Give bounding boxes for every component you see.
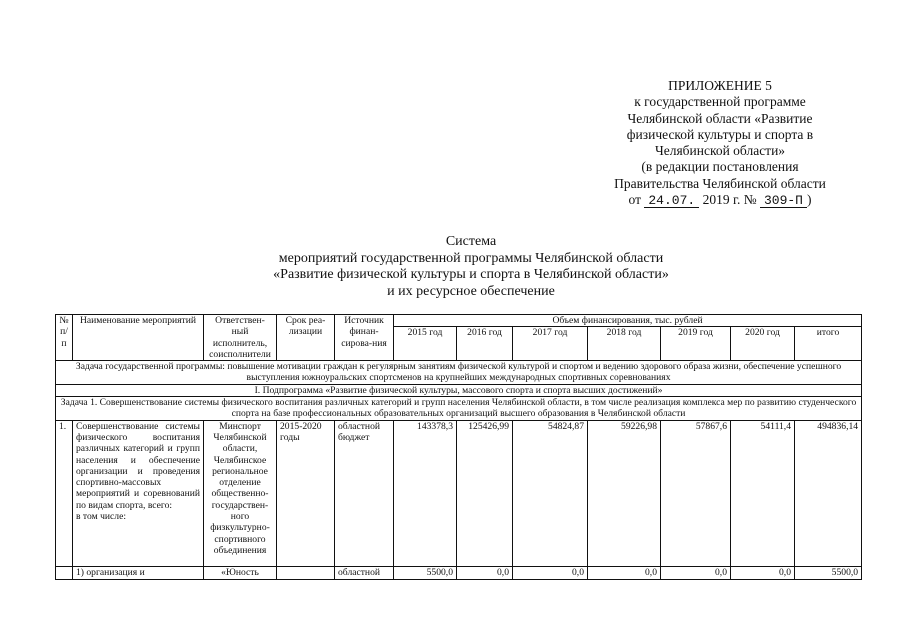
- appendix-title: ПРИЛОЖЕНИЕ 5: [668, 78, 772, 93]
- subprogram-row: [56, 384, 862, 396]
- row-value-total: 5500,0: [795, 566, 862, 579]
- row-value-2015: 5500,0: [394, 566, 457, 579]
- heading-line: мероприятий государственной программы Челябинской области: [278, 250, 664, 266]
- header-num: № п/п: [56, 315, 73, 361]
- task-goal-row: [56, 361, 862, 385]
- row-value-2015: 143378,3: [394, 420, 457, 566]
- appendix-line: физической культуры и спорта в: [626, 126, 814, 142]
- appendix-line: Челябинской области»: [654, 143, 786, 159]
- appendix-line: к государственной программе: [634, 94, 806, 110]
- header-year: 2019 год: [661, 327, 731, 361]
- row-term: [277, 566, 335, 579]
- row-value-2018: 0,0: [588, 566, 661, 579]
- date-prefix: от: [628, 192, 641, 208]
- closing-paren: ): [806, 192, 812, 208]
- header-year: 2015 год: [394, 327, 457, 361]
- row-value-2019: 0,0: [661, 566, 731, 579]
- table-row: [56, 566, 862, 579]
- header-row: [56, 315, 862, 327]
- row-name-extra: в том числе:: [76, 511, 127, 523]
- row-value-2018: 59226,98: [588, 420, 661, 566]
- row-name: [73, 420, 204, 566]
- row-value-2020: 0,0: [731, 566, 795, 579]
- row-value-total: 494836,14: [795, 420, 862, 566]
- appendix-line: Челябинской области «Развитие: [627, 110, 813, 126]
- header-name: Наименование мероприятий: [73, 315, 204, 361]
- row-name: 1) организация и: [73, 566, 204, 579]
- date-value: 24.07.: [644, 194, 699, 208]
- task1-row: [56, 397, 862, 421]
- row-resp: «Юность: [204, 566, 277, 579]
- row-num: 1.: [56, 420, 73, 566]
- appendix-line: Правительства Челябинской области: [614, 175, 826, 191]
- document-heading: [160, 234, 782, 300]
- header-funding: Объем финансирования, тыс. рублей: [394, 315, 862, 327]
- row-value-2019: 57867,6: [661, 420, 731, 566]
- row-value-2016: 125426,99: [457, 420, 513, 566]
- table-row: [56, 420, 862, 566]
- appendix-block: [592, 78, 848, 208]
- header-total: итого: [795, 327, 862, 361]
- resolution-number: 309-П: [760, 194, 807, 208]
- task1-text: Задача 1. Совершенствование системы физического воспитания различных категорий и групп населения Челябинской области, в том числе реализация комплекса мер по развитию студенческого спорта на базе профессиональных образовательных организаций высшего образования в Челябинской области: [56, 397, 862, 421]
- year-text: 2019 г. №: [702, 192, 757, 208]
- appendix-line: (в редакции постановления: [641, 159, 799, 175]
- appendix-date-line: [592, 192, 848, 208]
- row-source: областной бюджет: [335, 420, 394, 566]
- heading-line: «Развитие физической культуры и спорта в Челябинской области»: [273, 267, 669, 282]
- row-value-2020: 54111,4: [731, 420, 795, 566]
- funding-table: [55, 314, 862, 580]
- row-value-2017: 0,0: [513, 566, 588, 579]
- subprogram-text: I. Подпрограмма «Развитие физической культуры, массового спорта и спорта высших достижений»: [56, 384, 862, 396]
- header-year: 2016 год: [457, 327, 513, 361]
- header-term: Срок реа-лизации: [277, 315, 335, 361]
- row-resp: Минспорт Челябинской области, Челябинское региональное отделение общественно-государствен-ного физкультурно-спортивного объединения: [204, 420, 277, 566]
- header-source: Источник финан-сирова-ния: [335, 315, 394, 361]
- row-num: [56, 566, 73, 579]
- row-source: областной: [335, 566, 394, 579]
- heading-line: и их ресурсное обеспечение: [387, 283, 555, 299]
- row-term: 2015-2020 годы: [277, 420, 335, 566]
- header-resp: Ответствен-ный исполнитель, соисполнители: [204, 315, 277, 361]
- header-year: 2018 год: [588, 327, 661, 361]
- header-year: 2020 год: [731, 327, 795, 361]
- row-value-2016: 0,0: [457, 566, 513, 579]
- row-value-2017: 54824,87: [513, 420, 588, 566]
- header-year: 2017 год: [513, 327, 588, 361]
- row-name-text: Совершенствование системы физического воспитания различных категорий и групп населения и обеспечение организации и проведения спортивно-массовых мероприятий и соревнований по видам спорта, всего:: [76, 420, 200, 511]
- heading-line: Система: [445, 234, 497, 249]
- task-goal-text: Задача государственной программы: повышение мотивации граждан к регулярным занятиям физической культурой и спортом и ведению здорового образа жизни, обеспечение успешного выступления южноуральских спортсменов на крупнейших международных спортивных соревнованиях: [56, 361, 862, 385]
